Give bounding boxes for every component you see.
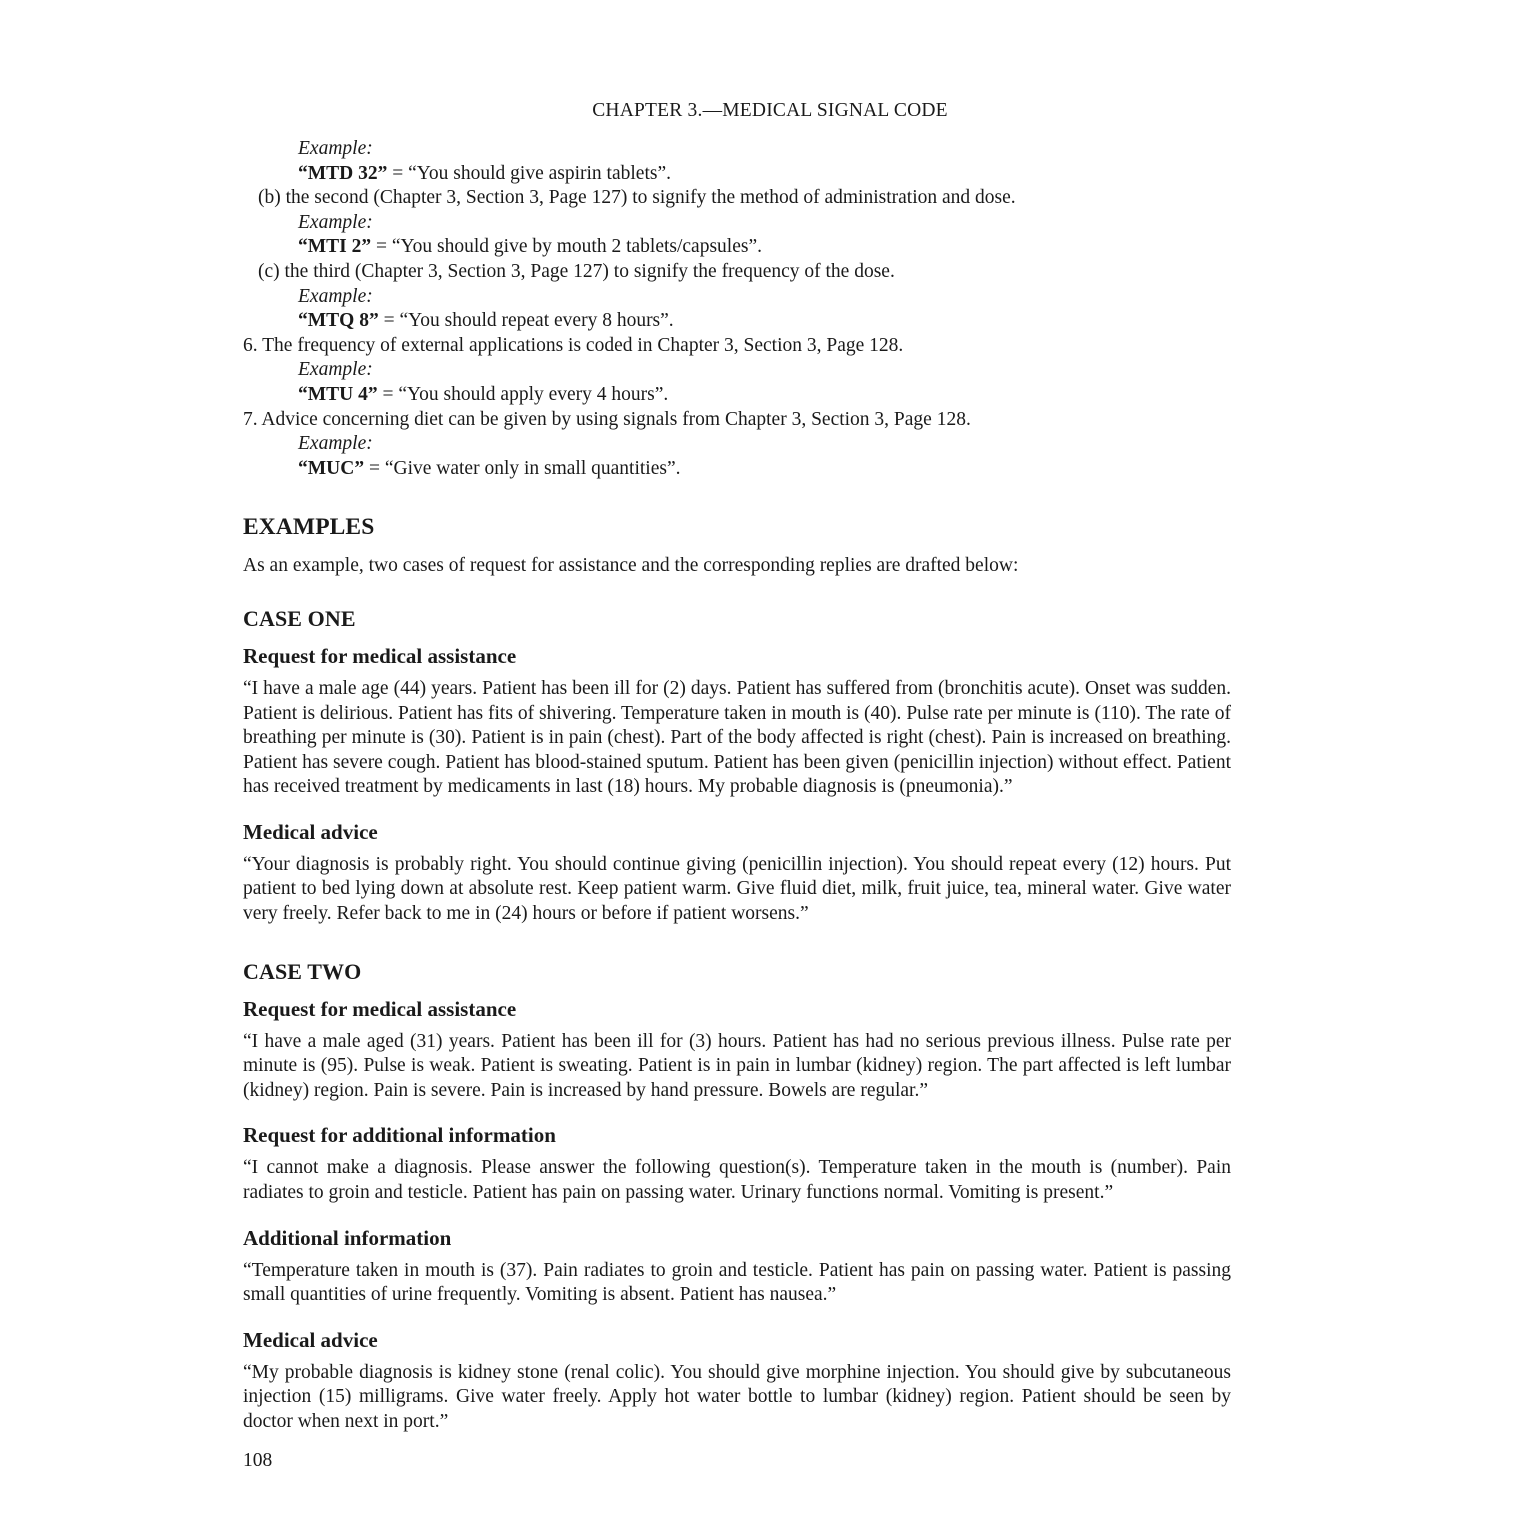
example-label: [298, 358, 1231, 383]
example-label: [298, 285, 1231, 310]
example-label: [298, 137, 1231, 162]
signal-code-line: [298, 309, 1231, 334]
signal-code: “MTQ 8”: [298, 310, 379, 332]
case-two-additional-request-paragraph: “I cannot make a diagnosis. Please answer the following question(s). Temperature taken in the mouth is (number). Pain radiates to groin and testicle. Patient has pain on passing water. Urinary functions normal. Vomiting is present.”: [243, 1157, 1231, 1204]
example-label-text: Example:: [298, 433, 373, 455]
case-one-advice-paragraph: “Your diagnosis is probably right. You should continue giving (penicillin injection). You should repeat every (12) hours. Put patient to bed lying down at absolute rest. Keep patient warm. Give fluid diet, milk, fruit juice, tea, mineral water. Give water very freely. Refer back to me in (24) hours or before if patient worsens.”: [243, 853, 1231, 925]
running-header: CHAPTER 3.—MEDICAL SIGNAL CODE: [592, 100, 948, 121]
example-label: [298, 432, 1231, 457]
signal-code: “MTI 2”: [298, 236, 372, 258]
page-number: 108: [243, 1450, 273, 1471]
lettered-list-item: [258, 260, 1231, 285]
signal-code: “MTU 4”: [298, 383, 378, 405]
list-item-text: (b) the second (Chapter 3, Section 3, Page 127) to signify the method of administration and dose.: [258, 187, 1016, 209]
lettered-list-item: [258, 186, 1231, 211]
case-two-advice-paragraph: “My probable diagnosis is kidney stone (renal colic). You should give morphine injection. You should give by subcutaneous injection (15) milligrams. Give water freely. Apply hot water bottle to lumbar (kidney) region. Patient should be seen by doctor when next in port.”: [243, 1361, 1231, 1432]
case-two-request-heading: Request for medical assistance: [243, 996, 517, 1021]
case-two-additional-info-paragraph: “Temperature taken in mouth is (37). Pain radiates to groin and testicle. Patient has pain on passing water. Patient is passing small quantities of urine frequently. Vomiting is absent. Patient has nausea.”: [243, 1259, 1231, 1306]
signal-code: “MTD 32”: [298, 162, 388, 184]
signal-code-line: [298, 457, 1231, 482]
case-two-request-paragraph: “I have a male aged (31) years. Patient has been ill for (3) hours. Patient has had no serious previous illness. Pulse rate per minute is (95). Pulse is weak. Patient is sweating. Patient is in pain in lumbar (kidney) region. The part affected is left lumbar (kidney) region. Pain is severe. Pain is increased by hand pressure. Bowels are regular.”: [243, 1030, 1231, 1101]
case-two-additional-info-heading: Additional information: [243, 1225, 452, 1250]
case-one-advice-heading: Medical advice: [243, 819, 378, 844]
list-item-text: 7. Advice concerning diet can be given by using signals from Chapter 3, Section 3, Page 128.: [243, 408, 971, 430]
signal-code-meaning: = “Give water only in small quantities”.: [364, 457, 681, 479]
example-label-text: Example:: [298, 285, 373, 307]
page-content: [243, 137, 1231, 1435]
signal-code-line: [298, 235, 1231, 260]
signal-code-line: [298, 162, 1231, 187]
signal-code-meaning: = “You should repeat every 8 hours”.: [378, 310, 674, 332]
example-label-text: Example:: [298, 138, 373, 159]
signal-code-line: [298, 383, 1231, 408]
example-label-text: Example:: [298, 359, 373, 381]
signal-code: “MUC”: [298, 457, 365, 479]
case-one-heading: CASE ONE: [243, 605, 356, 631]
case-two-additional-request-heading: Request for additional information: [243, 1123, 556, 1148]
signal-code-meaning: = “You should give aspirin tablets”.: [387, 162, 671, 184]
signal-code-meaning: = “You should apply every 4 hours”.: [377, 383, 669, 405]
case-two-advice-heading: Medical advice: [243, 1327, 378, 1352]
list-item-text: (c) the third (Chapter 3, Section 3, Page 127) to signify the frequency of the dose.: [258, 260, 895, 282]
example-label: [298, 211, 1231, 236]
section-heading-examples: EXAMPLES: [243, 514, 375, 541]
case-one-request-paragraph: “I have a male age (44) years. Patient has been ill for (2) days. Patient has suffered from (bronchitis acute). Onset was sudden. Patient is delirious. Patient has fits of shivering. Temperature taken in mouth is (40). Pulse rate per minute is (110). The rate of breathing per minute is (30). Patient is in pain (chest). Part of the body affected is right (chest). Pain is increased on breathing. Patient has severe cough. Patient has blood-stained sputum. Patient has been given (penicillin injection) without effect. Patient has received treatment by medicaments in last (18) hours. My probable diagnosis is (pneumonia).”: [243, 677, 1231, 798]
case-one-request-heading: Request for medical assistance: [243, 643, 517, 668]
numbered-list-item: [243, 408, 1231, 433]
signal-code-meaning: = “You should give by mouth 2 tablets/capsules”.: [371, 236, 762, 258]
numbered-list-item: [243, 334, 1231, 359]
example-label-text: Example:: [298, 211, 373, 233]
examples-intro-paragraph: As an example, two cases of request for assistance and the corresponding replies are drafted below:: [243, 555, 1019, 577]
numbered-list-block: [243, 137, 1231, 481]
case-two-heading: CASE TWO: [243, 958, 362, 984]
list-item-text: 6. The frequency of external applications is coded in Chapter 3, Section 3, Page 128.: [243, 334, 904, 356]
